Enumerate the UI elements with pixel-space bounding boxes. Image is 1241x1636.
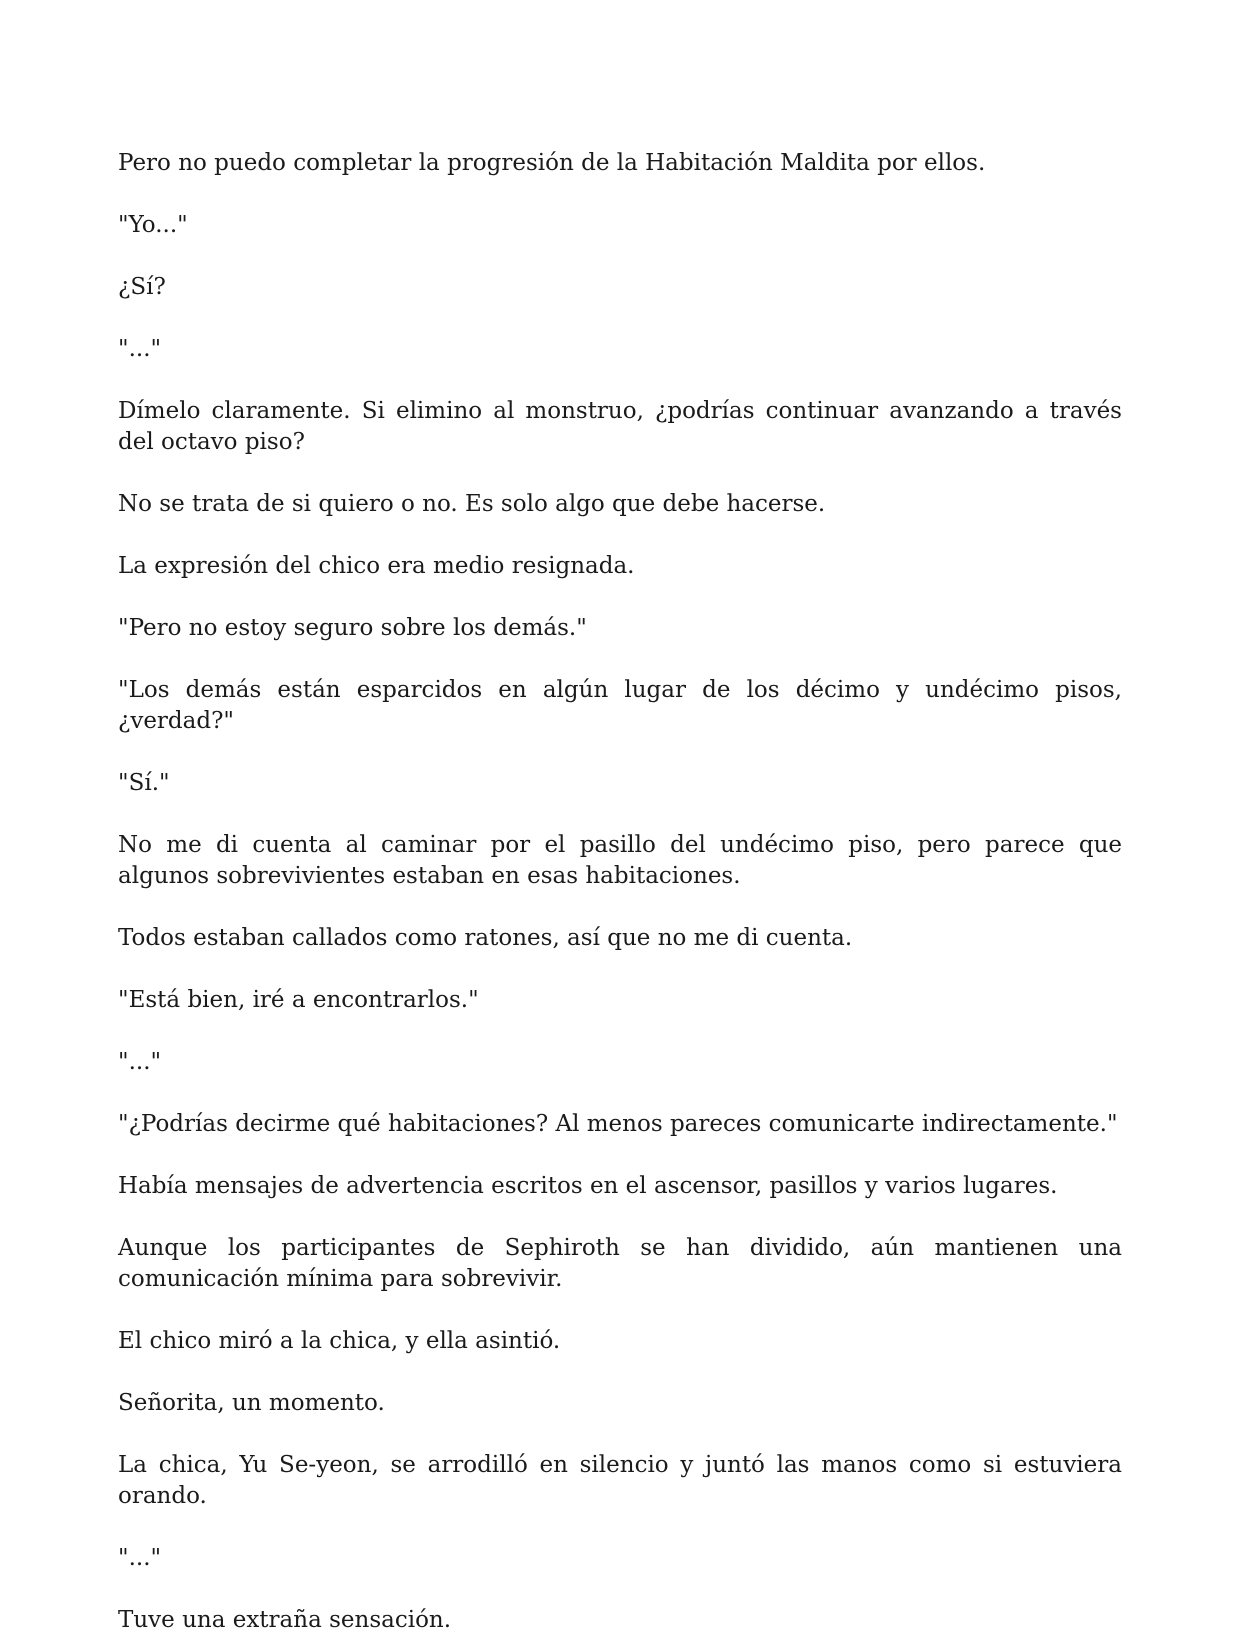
paragraph: "¿Podrías decirme qué habitaciones? Al menos pareces comunicarte indirectamente.": [118, 1111, 1118, 1137]
paragraph: La expresión del chico era medio resignada.: [118, 553, 635, 579]
document-body: [118, 148, 1122, 1636]
paragraph: Todos estaban callados como ratones, así que no me di cuenta.: [118, 925, 853, 951]
paragraph: "...": [118, 1545, 162, 1571]
paragraph: Había mensajes de advertencia escritos en el ascensor, pasillos y varios lugares.: [118, 1173, 1058, 1199]
paragraph: Pero no puedo completar la progresión de la Habitación Maldita por ellos.: [118, 150, 986, 176]
paragraph: "Pero no estoy seguro sobre los demás.": [118, 615, 587, 641]
paragraph: "...": [118, 1049, 162, 1075]
paragraph: La chica, Yu Se-yeon, se arrodilló en silencio y juntó las manos como si estuviera orando.: [118, 1452, 1122, 1509]
paragraph: No me di cuenta al caminar por el pasillo del undécimo piso, pero parece que algunos sobrevivientes estaban en esas habitaciones.: [118, 832, 1122, 889]
paragraph: Tuve una extraña sensación.: [118, 1607, 452, 1633]
paragraph: No se trata de si quiero o no. Es solo algo que debe hacerse.: [118, 491, 826, 517]
paragraph: Aunque los participantes de Sephiroth se han dividido, aún mantienen una comunicación mínima para sobrevivir.: [118, 1235, 1122, 1292]
paragraph: "Está bien, iré a encontrarlos.": [118, 987, 479, 1013]
paragraph: "...": [118, 336, 162, 362]
paragraph: Señorita, un momento.: [118, 1390, 385, 1416]
paragraph: Dímelo claramente. Si elimino al monstruo, ¿podrías continuar avanzando a través del octavo piso?: [118, 398, 1122, 455]
paragraph: El chico miró a la chica, y ella asintió.: [118, 1328, 561, 1354]
paragraph: ¿Sí?: [118, 274, 166, 300]
paragraph: "Yo...": [118, 212, 188, 238]
paragraph: "Los demás están esparcidos en algún lugar de los décimo y undécimo pisos, ¿verdad?": [118, 677, 1122, 734]
paragraph: "Sí.": [118, 770, 170, 796]
